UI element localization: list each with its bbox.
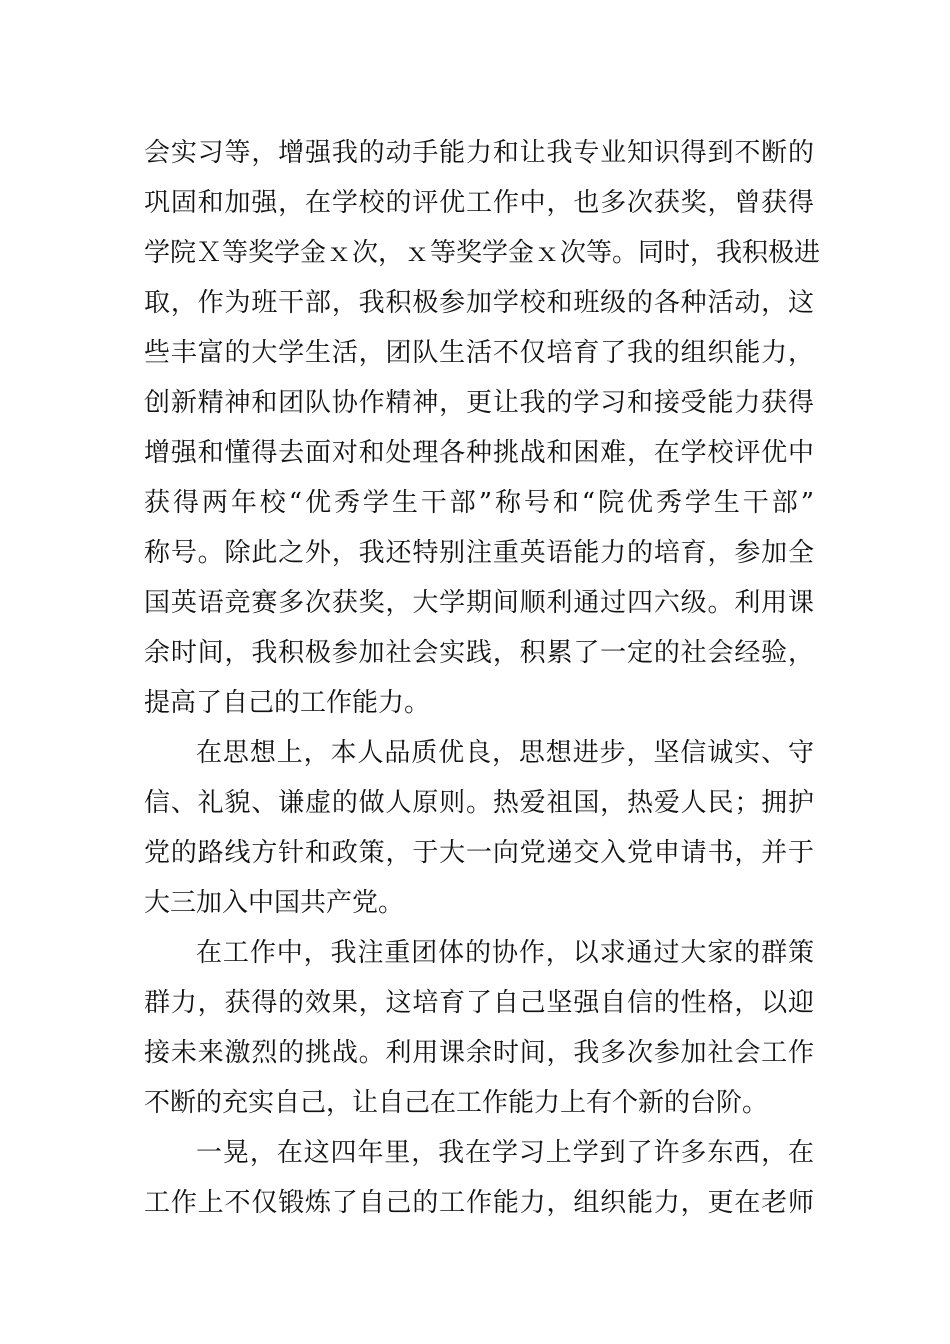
body-text [144, 128, 821, 1228]
text-line: 工作上不仅锻炼了自己的工作能力，组织能力，更在老师 [144, 1188, 814, 1218]
text-line: 些丰富的大学生活，团队生活不仅培育了我的组织能力， [144, 338, 814, 368]
text-line: 巩固和加强，在学校的评优工作中，也多次获奖，曾获得 [144, 188, 814, 218]
text-line: 信、礼貌、谦虚的做人原则。热爱祖国，热爱人民；拥护 [144, 788, 814, 818]
text-line: 不断的充实自己，让自己在工作能力上有个新的台阶。 [144, 1088, 769, 1118]
text-line: 提高了自己的工作能力。 [144, 688, 431, 718]
text-line: 接未来激烈的挑战。利用课余时间，我多次参加社会工作 [144, 1038, 814, 1068]
text-line: 创新精神和团队协作精神，更让我的学习和接受能力获得 [144, 388, 814, 418]
paragraph-start-line: 在思想上，本人品质优良，思想进步，坚信诚实、守 [196, 738, 814, 768]
text-line: 大三加入中国共产党。 [144, 888, 405, 918]
text-line: 会实习等，增强我的动手能力和让我专业知识得到不断的 [144, 138, 814, 168]
text-line: 群力，获得的效果，这培育了自己坚强自信的性格，以迎 [144, 988, 814, 1018]
text-line: 学院Ｘ等奖学金ｘ次，ｘ等奖学金ｘ次等。同时，我积极进 [144, 238, 821, 268]
paragraph-start-line: 一晃，在这四年里，我在学习上学到了许多东西，在 [196, 1138, 814, 1168]
text-line: 国英语竞赛多次获奖，大学期间顺利通过四六级。利用课 [144, 588, 814, 618]
text-line: 获得两年校“优秀学生干部”称号和“院优秀学生干部” [144, 488, 814, 518]
text-line: 称号。除此之外，我还特别注重英语能力的培育，参加全 [144, 538, 814, 568]
text-line: 余时间，我积极参加社会实践，积累了一定的社会经验， [144, 638, 814, 668]
text-line: 增强和懂得去面对和处理各种挑战和困难，在学校评优中 [144, 438, 814, 468]
text-line: 党的路线方针和政策，于大一向党递交入党申请书，并于 [144, 838, 814, 868]
text-line: 取，作为班干部，我积极参加学校和班级的各种活动，这 [144, 288, 814, 318]
paragraph-start-line: 在工作中，我注重团体的协作，以求通过大家的群策 [196, 938, 814, 968]
